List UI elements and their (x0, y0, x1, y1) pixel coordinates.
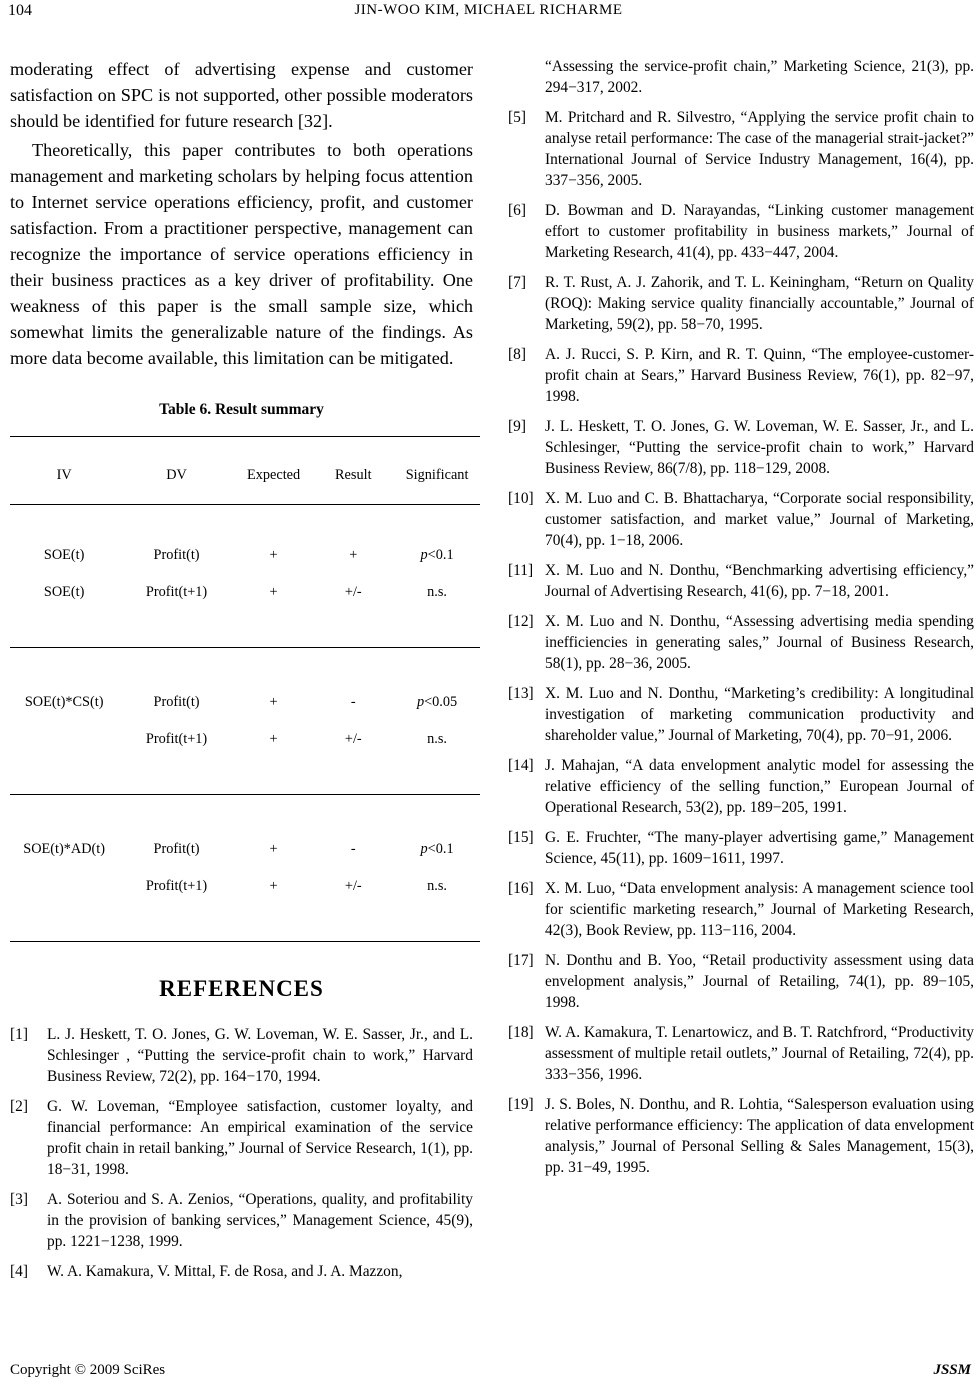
table-header-row (10, 467, 480, 484)
cell-significant (394, 694, 480, 711)
reference-number: [11] (508, 562, 534, 579)
reference-continuation (545, 56, 974, 98)
reference-item (508, 827, 974, 869)
reference-item (10, 1024, 473, 1087)
reference-item (508, 344, 974, 407)
reference-item (10, 1261, 473, 1282)
table-rule (10, 601, 480, 648)
reference-item (508, 611, 974, 674)
cell-dv: Profit(t) (153, 841, 200, 857)
p-symbol: p (416, 694, 425, 710)
p-value: <0.1 (427, 547, 454, 563)
cell-expected: + (269, 878, 278, 894)
header-expected: Expected (246, 467, 301, 483)
reference-text: N. Donthu and B. Yoo, “Retail productivity assessment using data envelopment analysis,” Journal of Retailing, 74(1), pp. 89−105, 1998. (545, 952, 974, 1011)
table-caption: Table 6. Result summary (159, 401, 324, 418)
reference-number: [7] (508, 274, 526, 291)
reference-number: [9] (508, 418, 526, 435)
page-number: 104 (8, 2, 32, 19)
header-dv: DV (166, 467, 187, 483)
reference-number: [1] (10, 1026, 28, 1043)
reference-number: [6] (508, 202, 526, 219)
cell-iv: SOE(t) (43, 584, 85, 600)
reference-number: [17] (508, 952, 534, 969)
running-header-authors: JIN-WOO KIM, MICHAEL RICHARME (354, 2, 623, 18)
cell-result: +/- (344, 731, 362, 747)
p-value: n.s. (427, 878, 447, 894)
cell-iv: SOE(t)*CS(t) (24, 694, 104, 710)
table-rule (10, 895, 480, 942)
table-row (10, 584, 480, 601)
reference-text: G. E. Fruchter, “The many-player advertising game,” Management Science, 45(11), pp. 1609−1611, 1997. (545, 829, 974, 867)
cell-significant (394, 584, 480, 601)
reference-text: A. J. Rucci, S. P. Kirn, and R. T. Quinn, “The employee-customer-profit chain at Sears,” Harvard Business Review, 76(1), pp. 82−97, 1998. (545, 346, 974, 405)
cell-expected: + (269, 841, 278, 857)
reference-item (508, 878, 974, 941)
cell-result: - (350, 841, 356, 857)
cell-iv (10, 878, 118, 895)
cell-dv: Profit(t) (153, 694, 200, 710)
reference-text: J. Mahajan, “A data envelopment analytic model for assessing the relative efficiency of the selling function,” European Journal of Operational Research, 53(2), pp. 189−205, 1991. (545, 757, 974, 816)
p-symbol: p (420, 547, 428, 563)
reference-number: [14] (508, 757, 534, 774)
copyright-footer: Copyright © 2009 SciRes (10, 1362, 166, 1378)
reference-number: [5] (508, 109, 526, 126)
reference-number: [18] (508, 1024, 534, 1041)
cell-expected: + (269, 584, 278, 600)
references-list-left (10, 1024, 473, 1282)
cell-dv: Profit(t+1) (145, 731, 208, 747)
reference-text: X. M. Luo and N. Donthu, “Benchmarking advertising efficiency,” Journal of Advertising Research, 41(6), pp. 7−18, 2001. (545, 562, 974, 600)
cell-significant (394, 547, 480, 564)
reference-number: [8] (508, 346, 526, 363)
cell-result: +/- (344, 878, 362, 894)
reference-item (508, 950, 974, 1013)
reference-text: L. J. Heskett, T. O. Jones, G. W. Loveman, W. E. Sasser, Jr., and L. Schlesinger , “Putting the service-profit chain to work,” Harvard Business Review, 72(2), pp. 164−170, 1994. (47, 1026, 473, 1085)
reference-item (508, 755, 974, 818)
journal-footer: JSSM (933, 1362, 971, 1378)
reference-number: [16] (508, 880, 534, 897)
table-row (10, 694, 480, 711)
references-heading: REFERENCES (159, 976, 324, 1001)
reference-item (508, 1022, 974, 1085)
reference-text: J. S. Boles, N. Donthu, and R. Lohtia, “Salesperson evaluation using relative performance efficiency: The application of data envelopment analysis,” Journal of Personal Selling & Sales Management, 15(3), pp. 31−49, 1995. (545, 1096, 974, 1176)
reference-text: W. A. Kamakura, V. Mittal, F. de Rosa, and J. A. Mazzon, (47, 1263, 403, 1280)
table-rule (10, 748, 480, 795)
reference-item (10, 1189, 473, 1252)
reference-number: [10] (508, 490, 534, 507)
cell-result: + (349, 547, 358, 563)
cell-iv: SOE(t) (43, 547, 85, 563)
p-value: <0.1 (427, 841, 454, 857)
reference-text: M. Pritchard and R. Silvestro, “Applying the service profit chain to analyse retail performance: The case of the managerial strait-jacket?” International Journal of Service Industry Management, 16(4), pp. 337−356, 2005. (545, 109, 974, 189)
cell-expected: + (269, 731, 278, 747)
reference-number: [2] (10, 1098, 28, 1115)
reference-text: X. M. Luo and N. Donthu, “Marketing’s credibility: A longitudinal investigation of marketing communication productivity and shareholder value,” Journal of Marketing, 70(4), pp. 70−91, 2006. (545, 685, 974, 744)
cell-iv (10, 731, 118, 748)
table-rule (10, 437, 480, 468)
reference-text: “Assessing the service-profit chain,” Marketing Science, 21(3), pp. 294−317, 2002. (545, 58, 974, 96)
reference-item (508, 488, 974, 551)
body-paragraph: Theoretically, this paper contributes to both operations management and marketing scholars by helping focus attention to Internet service operations efficiency, profit, and customer satisfaction. From a practitioner perspective, management can recognize the importance of service operations efficiency in their business practices as a key driver of profitability. One weakness of this paper is the small sample size, which somewhat limits the generalizable nature of the findings. As more data become available, this limitation can be mitigated. (10, 140, 473, 368)
reference-text: X. M. Luo and N. Donthu, “Assessing advertising media spending inefficiencies in generating sales,” Journal of Business Research, 58(1), pp. 28−36, 2005. (545, 613, 974, 672)
table-rule (10, 484, 480, 505)
cell-expected: + (269, 694, 278, 710)
cell-dv: Profit(t+1) (145, 584, 208, 600)
p-symbol: p (420, 841, 428, 857)
reference-text: W. A. Kamakura, T. Lenartowicz, and B. T. Ratchfrord, “Productivity assessment of multiple retail outlets,” Journal of Retailing, 72(4), pp. 333−356, 1996. (545, 1024, 974, 1083)
reference-item (508, 1094, 974, 1178)
header-significant: Significant (405, 467, 469, 483)
reference-number: [4] (10, 1263, 28, 1280)
body-paragraph: moderating effect of advertising expense and customer satisfaction on SPC is not supported, other possible moderators should be identified for future research [32]. (10, 59, 473, 131)
reference-text: G. W. Loveman, “Employee satisfaction, customer loyalty, and financial performance: An empirical examination of the service profit chain in retail banking,” Journal of Service Research, 1(1), pp. 18−31, 1998. (47, 1098, 473, 1178)
reference-number: [12] (508, 613, 534, 630)
cell-expected: + (269, 547, 278, 563)
cell-significant (394, 841, 480, 858)
reference-text: D. Bowman and D. Narayandas, “Linking customer management effort to customer profitability in business markets,” Journal of Marketing Research, 41(4), pp. 433−447, 2004. (545, 202, 974, 261)
right-column (508, 56, 974, 1187)
table-row (10, 841, 480, 858)
table-row (10, 878, 480, 895)
reference-number: [19] (508, 1096, 534, 1113)
reference-text: X. M. Luo, “Data envelopment analysis: A management science tool for scientific marketing research,” Journal of Marketing Research, 42(3), Book Review, pp. 113−116, 2004. (545, 880, 974, 939)
reference-item (508, 107, 974, 191)
reference-number: [15] (508, 829, 534, 846)
reference-number: [3] (10, 1191, 28, 1208)
header-result: Result (335, 467, 372, 483)
reference-text: X. M. Luo and C. B. Bhattacharya, “Corporate social responsibility, customer satisfaction, and market value,” Journal of Marketing, 70(4), pp. 1−18, 2006. (545, 490, 974, 549)
result-summary-table (10, 436, 480, 942)
cell-result: - (350, 694, 356, 710)
reference-item (10, 1096, 473, 1180)
cell-significant (394, 878, 480, 895)
cell-dv: Profit(t) (153, 547, 200, 563)
cell-iv: SOE(t)*AD(t) (23, 841, 106, 857)
reference-item (508, 200, 974, 263)
left-column (10, 56, 473, 1291)
reference-item (508, 683, 974, 746)
reference-text: R. T. Rust, A. J. Zahorik, and T. L. Keiningham, “Return on Quality (ROQ): Making service quality financially accountable,” Journal of Marketing, 59(2), pp. 58−70, 1995. (545, 274, 974, 333)
p-value: n.s. (427, 731, 447, 747)
table-row (10, 731, 480, 748)
reference-text: A. Soteriou and S. A. Zenios, “Operations, quality, and profitability in the provision of banking services,” Management Science, 45(9), pp. 1221−1238, 1999. (47, 1191, 473, 1250)
header-iv: IV (56, 467, 72, 483)
reference-item (508, 272, 974, 335)
table-row (10, 547, 480, 564)
cell-result: +/- (344, 584, 362, 600)
p-value: <0.05 (424, 694, 458, 710)
reference-item (508, 416, 974, 479)
cell-dv: Profit(t+1) (145, 878, 208, 894)
reference-item (508, 560, 974, 602)
p-value: n.s. (427, 584, 447, 600)
cell-significant (394, 731, 480, 748)
reference-text: J. L. Heskett, T. O. Jones, G. W. Loveman, W. E. Sasser, Jr., and L. Schlesinger, “Putting the service-profit chain to work,” Harvard Business Review, 86(7/8), pp. 118−129, 2008. (545, 418, 974, 477)
reference-number: [13] (508, 685, 534, 702)
